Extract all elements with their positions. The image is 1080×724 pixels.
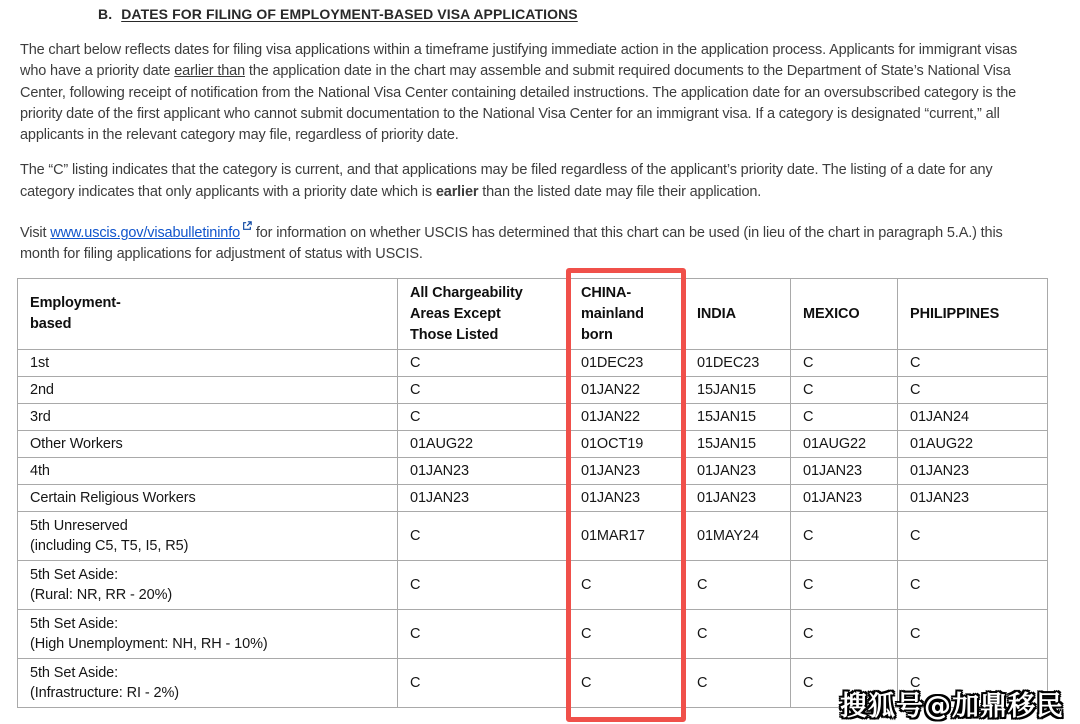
category-cell: 5th Unreserved (including C5, T5, I5, R5)	[18, 512, 398, 561]
uscis-visabulletininfo-link[interactable]: www.uscis.gov/visabulletininfo	[50, 225, 240, 242]
intro-text-block	[20, 40, 1020, 280]
c-listing-paragraph	[20, 160, 1020, 203]
table-row	[18, 610, 1048, 659]
filing-dates-table	[17, 278, 1048, 708]
value-cell: 15JAN15	[685, 377, 791, 404]
value-cell: 01JAN22	[569, 404, 685, 431]
value-cell: 01JAN24	[898, 404, 1048, 431]
value-cell: C	[398, 404, 569, 431]
section-title: DATES FOR FILING OF EMPLOYMENT-BASED VISA APPLICATIONS	[121, 6, 578, 22]
value-cell: C	[791, 512, 898, 561]
column-header: INDIA	[685, 279, 791, 350]
value-cell: 01JAN23	[398, 485, 569, 512]
value-cell: 01JAN23	[569, 458, 685, 485]
value-cell: C	[791, 350, 898, 377]
value-cell: 01AUG22	[791, 431, 898, 458]
category-cell: 5th Set Aside: (Infrastructure: RI - 2%)	[18, 659, 398, 708]
value-cell: C	[685, 561, 791, 610]
earlier-bold: earlier	[435, 183, 479, 200]
category-cell: 1st	[18, 350, 398, 377]
table-row	[18, 431, 1048, 458]
paragraph-text: Visit	[20, 225, 51, 242]
value-cell: C	[791, 659, 898, 708]
value-cell: 15JAN15	[685, 404, 791, 431]
table-header	[18, 279, 1048, 350]
table-row	[18, 512, 1048, 561]
category-cell: 5th Set Aside: (High Unemployment: NH, RH - 10%)	[18, 610, 398, 659]
value-cell: 01JAN23	[791, 485, 898, 512]
page-title	[98, 6, 578, 22]
value-cell: 01JAN23	[569, 485, 685, 512]
value-cell: 15JAN15	[685, 431, 791, 458]
paragraph-text: for information on whether USCIS has determined that this chart can be used (in lieu of the chart in paragraph 5.A.) this month for filing applications for adjustment of status with USCIS.	[20, 225, 1003, 263]
watermark: 搜狐号@加鼎移民	[840, 691, 1064, 722]
earlier-than-underlined: earlier than	[174, 63, 245, 80]
value-cell: C	[398, 377, 569, 404]
paragraph-text: The chart below reflects dates for filing visa applications within a timeframe justifying immediate action in the application process. Applicants for immigrant visas who have a priority date	[20, 42, 1018, 80]
category-cell: 3rd	[18, 404, 398, 431]
table-row	[18, 561, 1048, 610]
value-cell: C	[898, 659, 1048, 708]
value-cell: C	[398, 561, 569, 610]
filing-explanation-paragraph	[20, 40, 1020, 146]
value-cell: C	[398, 659, 569, 708]
value-cell: 01DEC23	[569, 350, 685, 377]
category-cell: Certain Religious Workers	[18, 485, 398, 512]
column-header: All Chargeability Areas Except Those Listed	[398, 279, 569, 350]
value-cell: 01DEC23	[685, 350, 791, 377]
value-cell: 01OCT19	[569, 431, 685, 458]
value-cell: 01JAN23	[398, 458, 569, 485]
external-link-icon	[242, 217, 252, 238]
column-header: CHINA- mainland born	[569, 279, 685, 350]
column-header: MEXICO	[791, 279, 898, 350]
header-row	[18, 279, 1048, 350]
value-cell: C	[685, 659, 791, 708]
table-row	[18, 350, 1048, 377]
value-cell: 01JAN22	[569, 377, 685, 404]
column-header: Employment- based	[18, 279, 398, 350]
value-cell: 01AUG22	[898, 431, 1048, 458]
value-cell: 01MAY24	[685, 512, 791, 561]
paragraph-text: The “C” listing indicates that the category is current, and that applications may be filed regardless of the applicant’s priority date. The listing of a date for any category indicates that only applicants with a priority date which is	[20, 162, 993, 200]
value-cell: C	[398, 512, 569, 561]
table-row	[18, 377, 1048, 404]
value-cell: C	[898, 610, 1048, 659]
paragraph-text: the application date in the chart may assemble and submit required documents to the Department of State’s National Visa Center, following receipt of notification from the National Visa Center containing detailed instructions. The application date for an oversubscribed category is the priority date of the first applicant who cannot submit documentation to the National Visa Center for an immigrant visa. If a category is designated “current,” all applicants in the relevant category may file, regardless of priority date.	[20, 63, 1017, 144]
value-cell: C	[398, 610, 569, 659]
category-cell: Other Workers	[18, 431, 398, 458]
value-cell: C	[791, 610, 898, 659]
value-cell: C	[569, 610, 685, 659]
category-cell: 2nd	[18, 377, 398, 404]
table-row	[18, 404, 1048, 431]
section-label: B.	[98, 6, 113, 22]
value-cell: 01JAN23	[898, 458, 1048, 485]
uscis-link-paragraph	[20, 217, 1020, 266]
value-cell: C	[791, 404, 898, 431]
category-cell: 5th Set Aside: (Rural: NR, RR - 20%)	[18, 561, 398, 610]
value-cell: C	[569, 659, 685, 708]
table-row	[18, 458, 1048, 485]
paragraph-text: than the listed date may file their application.	[478, 183, 762, 200]
value-cell: 01MAR17	[569, 512, 685, 561]
value-cell: 01JAN23	[685, 458, 791, 485]
value-cell: C	[898, 377, 1048, 404]
value-cell: C	[791, 377, 898, 404]
value-cell: 01AUG22	[398, 431, 569, 458]
value-cell: C	[685, 610, 791, 659]
filing-dates-table-body	[18, 350, 1048, 708]
value-cell: C	[898, 561, 1048, 610]
value-cell: C	[569, 561, 685, 610]
value-cell: C	[898, 350, 1048, 377]
value-cell: C	[791, 561, 898, 610]
value-cell: 01JAN23	[685, 485, 791, 512]
column-header: PHILIPPINES	[898, 279, 1048, 350]
value-cell: C	[398, 350, 569, 377]
value-cell: 01JAN23	[791, 458, 898, 485]
category-cell: 4th	[18, 458, 398, 485]
value-cell: C	[898, 512, 1048, 561]
value-cell: 01JAN23	[898, 485, 1048, 512]
table-row	[18, 485, 1048, 512]
